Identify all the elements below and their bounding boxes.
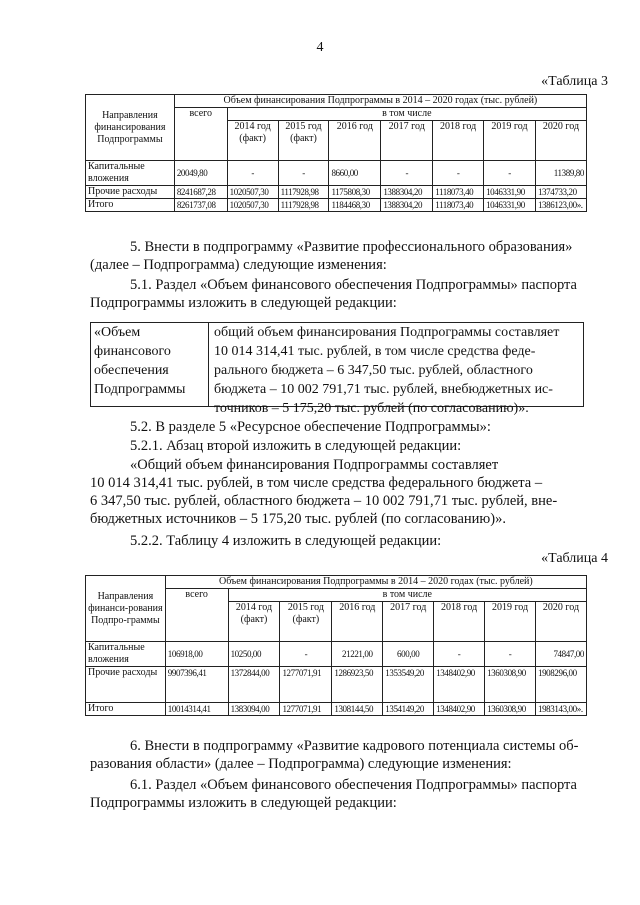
- paragraph-line: разования области» (далее – Подпрограмма) следующие изменения:: [90, 756, 512, 772]
- table4-header-including: в том числе: [228, 589, 586, 602]
- paragraph-line: 5.1. Раздел «Объем финансового обеспечения Подпрограммы» паспорта: [130, 277, 577, 293]
- table3: [85, 94, 587, 212]
- cell-value: 10014314,41: [165, 703, 228, 716]
- cell-value: 1383094,00: [228, 703, 280, 716]
- paragraph-line: (далее – Подпрограмма) следующие изменения:: [90, 257, 387, 273]
- paragraph-line: 6 347,50 тыс. рублей, областного бюджета – 10 002 791,71 тыс. рублей, вне-: [90, 493, 558, 509]
- cell-value: 1020507,30: [227, 186, 278, 199]
- table3-year: 2015 год (факт): [278, 121, 329, 161]
- table3-year: 2014 год (факт): [227, 121, 278, 161]
- table-row: [86, 186, 587, 199]
- cell-value: 1118073,40: [433, 199, 484, 212]
- table3-year: 2018 год: [433, 121, 484, 161]
- table3-year: 2017 год: [381, 121, 433, 161]
- cell-value: 1983143,00».: [535, 703, 586, 716]
- paragraph-line: 10 014 314,41 тыс. рублей, в том числе средства федерального бюджета –: [90, 475, 543, 491]
- cell-value: 1908296,00: [535, 667, 586, 703]
- table4-label: «Таблица 4: [541, 551, 608, 566]
- box-label-line: «Объем: [94, 325, 141, 340]
- paragraph-line: 6.1. Раздел «Объем финансового обеспечения Подпрограммы» паспорта: [130, 777, 577, 793]
- cell-value: 1360308,90: [485, 667, 536, 703]
- table3-header-direction: Направления финансирования Подпрограммы: [86, 95, 175, 161]
- cell-value: 1388304,20: [381, 199, 433, 212]
- page-number: 4: [316, 40, 324, 55]
- section5-2-2: 5.2.2. Таблицу 4 изложить в следующей редакции:: [130, 533, 442, 549]
- cell-value: -: [227, 161, 278, 186]
- row-label: Капитальные вложения: [86, 161, 175, 186]
- row-label: Прочие расходы: [86, 667, 166, 703]
- cell-value: -: [485, 642, 536, 667]
- box-label-line: Подпрограммы: [94, 382, 186, 397]
- table3-label: «Таблица 3: [541, 74, 608, 89]
- cell-value: 21221,00: [332, 642, 383, 667]
- table4: [85, 575, 587, 716]
- financing-box: [90, 322, 584, 416]
- cell-value: 10250,00: [228, 642, 280, 667]
- table4-year: 2014 год (факт): [228, 602, 280, 642]
- table3-header-including: в том числе: [227, 108, 586, 121]
- section5-intro: [90, 238, 584, 274]
- row-label: Итого: [86, 199, 175, 212]
- table4-year: 2015 год (факт): [280, 602, 332, 642]
- cell-value: 1046331,90: [484, 199, 536, 212]
- table4-year: 2017 год: [383, 602, 434, 642]
- table3-header-total: всего: [174, 108, 227, 161]
- table3-year: 2016 год: [329, 121, 381, 161]
- cell-value: 8660,00: [329, 161, 381, 186]
- box-label-line: финансового: [94, 344, 171, 359]
- financing-box-label: [90, 322, 208, 407]
- cell-value: -: [381, 161, 433, 186]
- box-text-line: бюджета – 10 002 791,71 тыс. рублей, внебюджетных ис-: [214, 382, 553, 397]
- cell-value: -: [278, 161, 329, 186]
- cell-value: 9907396,41: [165, 667, 228, 703]
- section5-2-1: 5.2.1. Абзац второй изложить в следующей редакции:: [130, 438, 462, 454]
- cell-value: 11389,80: [535, 161, 586, 186]
- cell-value: 1020507,30: [227, 199, 278, 212]
- table4-header-direction: Направления финанси-рования Подпро-граммы: [86, 576, 166, 642]
- table-row: [86, 703, 587, 716]
- table-row: [86, 161, 587, 186]
- table-row: [86, 199, 587, 212]
- cell-value: 1372844,00: [228, 667, 280, 703]
- cell-value: 1046331,90: [484, 186, 536, 199]
- cell-value: 20049,80: [174, 161, 227, 186]
- row-label: Капитальные вложения: [86, 642, 166, 667]
- cell-value: 1286923,50: [332, 667, 383, 703]
- table-row: [86, 642, 587, 667]
- section5-1: [90, 276, 584, 312]
- cell-value: 1308144,50: [332, 703, 383, 716]
- cell-value: -: [434, 642, 485, 667]
- cell-value: 8261737,08: [174, 199, 227, 212]
- table3-header-volume: Объем финансирования Подпрограммы в 2014 – 2020 годах (тыс. рублей): [174, 95, 586, 108]
- table3-year: 2020 год: [535, 121, 586, 161]
- cell-value: 1348402,90: [434, 667, 485, 703]
- cell-value: 1277071,91: [280, 703, 332, 716]
- table4-header-total: всего: [165, 589, 228, 642]
- cell-value: 1353549,20: [383, 667, 434, 703]
- row-label: Итого: [86, 703, 166, 716]
- cell-value: 600,00: [383, 642, 434, 667]
- section6-1: [90, 776, 584, 812]
- cell-value: 106918,00: [165, 642, 228, 667]
- table4-year: 2020 год: [535, 602, 586, 642]
- cell-value: 1348402,90: [434, 703, 485, 716]
- cell-value: 1386123,00».: [535, 199, 586, 212]
- cell-value: 74847,00: [535, 642, 586, 667]
- table4-year: 2019 год: [485, 602, 536, 642]
- cell-value: -: [484, 161, 536, 186]
- cell-value: -: [433, 161, 484, 186]
- paragraph-line: бюджетных источников – 5 175,20 тыс. рублей (по согласованию)».: [90, 511, 506, 527]
- paragraph-line: Подпрограммы изложить в следующей редакции:: [90, 295, 397, 311]
- table4-year: 2018 год: [434, 602, 485, 642]
- cell-value: 1117928,98: [278, 199, 329, 212]
- paragraph-line: «Общий объем финансирования Подпрограммы составляет: [130, 457, 499, 473]
- box-text-line: общий объем финансирования Подпрограммы составляет: [214, 325, 560, 340]
- box-label-line: обеспечения: [94, 363, 169, 378]
- cell-value: 8241687,28: [174, 186, 227, 199]
- table4-year: 2016 год: [332, 602, 383, 642]
- cell-value: 1277071,91: [280, 667, 332, 703]
- section5-2: 5.2. В разделе 5 «Ресурсное обеспечение Подпрограммы»:: [130, 419, 491, 435]
- cell-value: 1374733,20: [535, 186, 586, 199]
- financing-box-text: [208, 322, 584, 416]
- section5-quote: [90, 456, 584, 528]
- box-text-line: точников – 5 175,20 тыс. рублей (по согласованию)».: [214, 401, 529, 416]
- paragraph-line: Подпрограммы изложить в следующей редакции:: [90, 795, 397, 811]
- cell-value: -: [280, 642, 332, 667]
- cell-value: 1354149,20: [383, 703, 434, 716]
- cell-value: 1388304,20: [381, 186, 433, 199]
- section6-intro: [90, 737, 584, 773]
- cell-value: 1118073,40: [433, 186, 484, 199]
- row-label: Прочие расходы: [86, 186, 175, 199]
- cell-value: 1117928,98: [278, 186, 329, 199]
- paragraph-line: 5. Внести в подпрограмму «Развитие профессионального образования»: [130, 239, 573, 255]
- cell-value: 1184468,30: [329, 199, 381, 212]
- box-text-line: рального бюджета – 6 347,50 тыс. рублей, областного: [214, 363, 533, 378]
- table4-header-volume: Объем финансирования Подпрограммы в 2014 – 2020 годах (тыс. рублей): [165, 576, 586, 589]
- cell-value: 1360308,90: [485, 703, 536, 716]
- table-row: [86, 667, 587, 703]
- cell-value: 1175808,30: [329, 186, 381, 199]
- table3-year: 2019 год: [484, 121, 536, 161]
- paragraph-line: 6. Внести в подпрограмму «Развитие кадрового потенциала системы об-: [130, 738, 579, 754]
- box-text-line: 10 014 314,41 тыс. рублей, в том числе средства феде-: [214, 344, 536, 359]
